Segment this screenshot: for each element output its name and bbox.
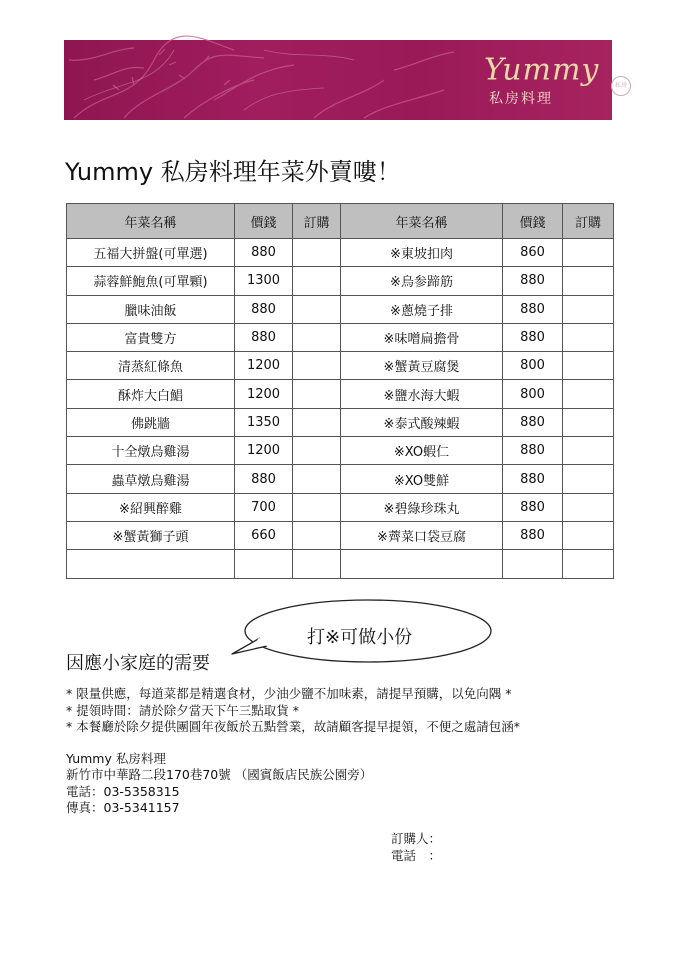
dish-price: 660: [235, 521, 293, 549]
logo-subtitle: 私房料理: [489, 91, 553, 107]
order-cell[interactable]: [293, 295, 341, 323]
table-row: [67, 239, 614, 267]
dish-name: ※鹽水海大蝦: [341, 380, 503, 408]
dish-name: [341, 550, 503, 578]
orderer-phone-label: 電話 ：: [391, 848, 442, 863]
dish-price: 860: [503, 239, 563, 267]
dish-name: ※味噌扁擔骨: [341, 323, 503, 351]
order-cell[interactable]: [563, 437, 614, 465]
dish-name: ※蔥燒子排: [341, 295, 503, 323]
subtitle: 因應小家庭的需要: [66, 653, 210, 674]
dish-price: 880: [235, 239, 293, 267]
dish-price: 800: [503, 352, 563, 380]
order-cell[interactable]: [563, 465, 614, 493]
table-row: [67, 267, 614, 295]
order-cell[interactable]: [563, 408, 614, 436]
dish-name: 五福大拼盤(可單選): [67, 239, 235, 267]
dish-price: 880: [235, 323, 293, 351]
table-row: [67, 408, 614, 436]
order-cell[interactable]: [293, 521, 341, 549]
bubble-text: 打※可做小份: [307, 627, 413, 648]
menu-table: [66, 203, 614, 579]
column-header-order: 訂購: [293, 204, 341, 239]
fax: 傳真：03-5341157: [66, 799, 180, 815]
order-cell[interactable]: [563, 352, 614, 380]
order-cell[interactable]: [563, 239, 614, 267]
table-row: [67, 380, 614, 408]
page-title: Yummy 私房料理年菜外賣嘍！: [65, 158, 401, 186]
note-line: * 限量供應，每道菜都是精選食材，少油少鹽不加味素，請提早預購，以免向隅 *: [66, 686, 512, 701]
dish-price: 880: [503, 408, 563, 436]
dish-name: 佛跳牆: [67, 408, 235, 436]
dish-name: 清蒸紅條魚: [67, 352, 235, 380]
order-cell[interactable]: [293, 352, 341, 380]
dish-name: [67, 550, 235, 578]
dish-price: 880: [235, 465, 293, 493]
column-header-price: 價錢: [235, 204, 293, 239]
table-row: [67, 493, 614, 521]
dish-name: ※紹興醉雞: [67, 493, 235, 521]
header-banner: [64, 40, 627, 120]
dish-price: 1350: [235, 408, 293, 436]
table-row: [67, 437, 614, 465]
order-form: [391, 830, 441, 864]
column-header-price: 價錢: [503, 204, 563, 239]
dish-name: ※烏参蹄筋: [341, 267, 503, 295]
order-cell[interactable]: [293, 239, 341, 267]
order-cell[interactable]: [293, 493, 341, 521]
note-line: * 提領時間：請於除夕當天下午三點取貨 *: [66, 702, 299, 718]
column-header-order: 訂購: [563, 204, 614, 239]
order-cell[interactable]: [293, 550, 341, 578]
note-line: * 本餐廳於除夕提供團圓年夜飯於五點營業，故請顧客提早提領，不便之處請包涵*: [66, 719, 520, 734]
table-row: [67, 323, 614, 351]
dish-name: ※蟹黃獅子頭: [67, 521, 235, 549]
dish-price: 1200: [235, 352, 293, 380]
restaurant-name: Yummy 私房料理: [66, 751, 166, 766]
dish-price: 1200: [235, 437, 293, 465]
table-row: [67, 352, 614, 380]
order-cell[interactable]: [293, 408, 341, 436]
logo-seal: 私房: [611, 76, 631, 96]
dish-price: 880: [503, 521, 563, 549]
dish-price: [503, 550, 563, 578]
order-cell[interactable]: [293, 323, 341, 351]
address: 新竹市中華路二段170巷70號 （國賓飯店民族公園旁）: [66, 767, 373, 783]
dish-name: ※泰式酸辣蝦: [341, 408, 503, 436]
dish-name: ※碧綠珍珠丸: [341, 493, 503, 521]
dish-price: 880: [503, 493, 563, 521]
dish-name: ※XO雙鮮: [341, 465, 503, 493]
dish-price: 880: [503, 437, 563, 465]
order-cell[interactable]: [563, 295, 614, 323]
order-cell[interactable]: [563, 380, 614, 408]
orderer-label: 訂購人：: [391, 831, 442, 846]
dish-price: 880: [503, 323, 563, 351]
dish-price: 1300: [235, 267, 293, 295]
order-cell[interactable]: [293, 465, 341, 493]
column-header-dish: 年菜名稱: [341, 204, 503, 239]
table-row: [67, 550, 614, 578]
order-cell[interactable]: [293, 380, 341, 408]
dish-price: 880: [503, 465, 563, 493]
dish-name: ※東坡扣肉: [341, 239, 503, 267]
dish-name: ※蟹黃豆腐煲: [341, 352, 503, 380]
dish-price: 1200: [235, 380, 293, 408]
order-cell[interactable]: [563, 323, 614, 351]
dish-price: 800: [503, 380, 563, 408]
dish-name: 富貴雙方: [67, 323, 235, 351]
dish-price: 880: [503, 295, 563, 323]
dish-name: 臘味油飯: [67, 295, 235, 323]
column-header-dish: 年菜名稱: [67, 204, 235, 239]
dish-name: 蒜蓉鮮鮑魚(可單顆): [67, 267, 235, 295]
order-cell[interactable]: [293, 437, 341, 465]
table-row: [67, 521, 614, 549]
order-cell[interactable]: [563, 267, 614, 295]
dish-name: 十全燉烏雞湯: [67, 437, 235, 465]
phone: 電話：03-5358315: [66, 783, 180, 799]
logo-text: Yummy: [484, 52, 600, 88]
order-cell[interactable]: [563, 493, 614, 521]
dish-name: ※XO蝦仁: [341, 437, 503, 465]
notes: [66, 686, 520, 736]
dish-price: [235, 550, 293, 578]
table-row: [67, 465, 614, 493]
dish-price: 880: [503, 267, 563, 295]
order-cell[interactable]: [563, 550, 614, 578]
table-header-row: [67, 204, 614, 239]
order-cell[interactable]: [563, 521, 614, 549]
contact-info: [66, 751, 372, 816]
dish-price: 880: [235, 295, 293, 323]
order-cell[interactable]: [293, 267, 341, 295]
table-row: [67, 295, 614, 323]
dish-price: 700: [235, 493, 293, 521]
dish-name: 酥炸大白鯧: [67, 380, 235, 408]
dish-name: 蟲草燉烏雞湯: [67, 465, 235, 493]
dish-name: ※薺菜口袋豆腐: [341, 521, 503, 549]
